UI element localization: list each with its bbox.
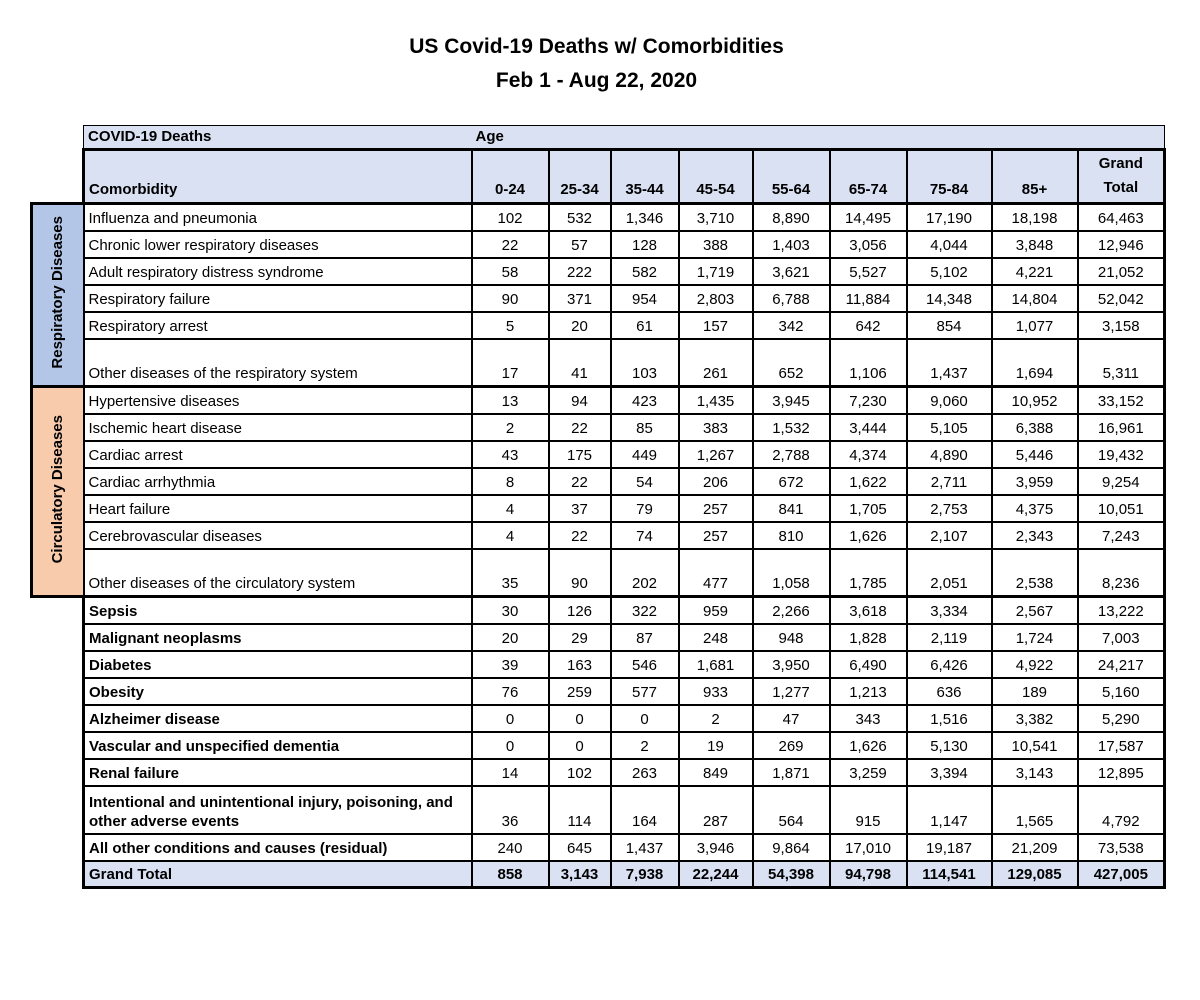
value-cell: 449 <box>611 441 679 468</box>
value-cell: 1,565 <box>992 786 1078 834</box>
value-cell: 645 <box>549 834 611 861</box>
group-label-text: Circulatory Diseases <box>49 414 67 564</box>
value-cell: 343 <box>830 705 907 732</box>
value-cell: 1,828 <box>830 624 907 651</box>
empty-cell <box>32 597 84 624</box>
value-cell: 54 <box>611 468 679 495</box>
table-row <box>32 258 1165 285</box>
value-cell: 17,190 <box>907 204 992 231</box>
value-cell: 64,463 <box>1078 204 1165 231</box>
value-cell: 3,444 <box>830 414 907 441</box>
comorbidity-table <box>30 125 1166 889</box>
value-cell: 2,266 <box>753 597 830 624</box>
value-cell: 90 <box>472 285 549 312</box>
value-cell: 3,848 <box>992 231 1078 258</box>
value-cell: 1,277 <box>753 678 830 705</box>
value-cell: 248 <box>679 624 753 651</box>
table-row <box>32 678 1165 705</box>
value-cell: 4,890 <box>907 441 992 468</box>
table-body <box>32 204 1165 888</box>
value-cell: 2,119 <box>907 624 992 651</box>
value-cell: 427,005 <box>1078 861 1165 888</box>
value-cell: 54,398 <box>753 861 830 888</box>
value-cell: 269 <box>753 732 830 759</box>
value-cell: 8,236 <box>1078 549 1165 597</box>
value-cell: 57 <box>549 231 611 258</box>
value-cell: 1,403 <box>753 231 830 258</box>
value-cell: 18,198 <box>992 204 1078 231</box>
value-cell: 21,209 <box>992 834 1078 861</box>
value-cell: 1,626 <box>830 732 907 759</box>
value-cell: 2,567 <box>992 597 1078 624</box>
value-cell: 642 <box>830 312 907 339</box>
table-row <box>32 522 1165 549</box>
value-cell: 6,788 <box>753 285 830 312</box>
value-cell: 3,394 <box>907 759 992 786</box>
covid-deaths-header: COVID-19 Deaths <box>84 126 472 150</box>
value-cell: 2 <box>472 414 549 441</box>
value-cell: 3,621 <box>753 258 830 285</box>
value-cell: 157 <box>679 312 753 339</box>
value-cell: 35 <box>472 549 549 597</box>
value-cell: 6,426 <box>907 651 992 678</box>
value-cell: 3,158 <box>1078 312 1165 339</box>
value-cell: 2,788 <box>753 441 830 468</box>
value-cell: 5,102 <box>907 258 992 285</box>
grand-total-label-cell: Grand Total <box>84 861 472 888</box>
value-cell: 114 <box>549 786 611 834</box>
age-column-header-35-44: 35-44 <box>611 150 679 204</box>
group-label-respiratory-diseases <box>32 204 84 387</box>
value-cell: 12,895 <box>1078 759 1165 786</box>
empty-cell <box>32 678 84 705</box>
value-cell: 5,105 <box>907 414 992 441</box>
table-row <box>32 651 1165 678</box>
value-cell: 672 <box>753 468 830 495</box>
value-cell: 2,753 <box>907 495 992 522</box>
value-cell: 3,618 <box>830 597 907 624</box>
value-cell: 9,254 <box>1078 468 1165 495</box>
value-cell: 24,217 <box>1078 651 1165 678</box>
value-cell: 206 <box>679 468 753 495</box>
value-cell: 73,538 <box>1078 834 1165 861</box>
value-cell: 7,230 <box>830 387 907 414</box>
grand-total-column-header: Grand Total <box>1078 150 1165 204</box>
value-cell: 263 <box>611 759 679 786</box>
value-cell: 0 <box>472 705 549 732</box>
value-cell: 1,719 <box>679 258 753 285</box>
value-cell: 5 <box>472 312 549 339</box>
comorbidity-cell: Influenza and pneumonia <box>84 204 472 231</box>
value-cell: 1,516 <box>907 705 992 732</box>
value-cell: 636 <box>907 678 992 705</box>
value-cell: 3,959 <box>992 468 1078 495</box>
value-cell: 5,446 <box>992 441 1078 468</box>
value-cell: 959 <box>679 597 753 624</box>
value-cell: 0 <box>549 732 611 759</box>
value-cell: 175 <box>549 441 611 468</box>
value-cell: 0 <box>472 732 549 759</box>
comorbidity-cell: Heart failure <box>84 495 472 522</box>
empty-cell <box>32 624 84 651</box>
value-cell: 1,871 <box>753 759 830 786</box>
table-row <box>32 786 1165 834</box>
value-cell: 4,221 <box>992 258 1078 285</box>
value-cell: 3,710 <box>679 204 753 231</box>
value-cell: 9,060 <box>907 387 992 414</box>
value-cell: 20 <box>472 624 549 651</box>
age-column-header-75-84: 75-84 <box>907 150 992 204</box>
value-cell: 2,711 <box>907 468 992 495</box>
value-cell: 22 <box>549 522 611 549</box>
empty-cell <box>32 861 84 888</box>
value-cell: 1,694 <box>992 339 1078 387</box>
comorbidity-cell: Intentional and unintentional injury, poisoning, and other adverse events <box>84 786 472 834</box>
value-cell: 6,490 <box>830 651 907 678</box>
value-cell: 1,626 <box>830 522 907 549</box>
value-cell: 3,950 <box>753 651 830 678</box>
value-cell: 114,541 <box>907 861 992 888</box>
comorbidity-cell: Cardiac arrest <box>84 441 472 468</box>
comorbidity-cell: Ischemic heart disease <box>84 414 472 441</box>
table-row <box>32 312 1165 339</box>
value-cell: 5,160 <box>1078 678 1165 705</box>
value-cell: 8 <box>472 468 549 495</box>
value-cell: 85 <box>611 414 679 441</box>
value-cell: 5,290 <box>1078 705 1165 732</box>
table-header-row-2 <box>32 150 1165 204</box>
table-row <box>32 441 1165 468</box>
value-cell: 202 <box>611 549 679 597</box>
value-cell: 1,106 <box>830 339 907 387</box>
value-cell: 322 <box>611 597 679 624</box>
comorbidity-cell: Alzheimer disease <box>84 705 472 732</box>
value-cell: 5,130 <box>907 732 992 759</box>
value-cell: 564 <box>753 786 830 834</box>
value-cell: 3,945 <box>753 387 830 414</box>
value-cell: 102 <box>472 204 549 231</box>
value-cell: 2,538 <box>992 549 1078 597</box>
value-cell: 0 <box>611 705 679 732</box>
comorbidity-cell: Cerebrovascular diseases <box>84 522 472 549</box>
empty-cell <box>32 651 84 678</box>
value-cell: 287 <box>679 786 753 834</box>
value-cell: 22 <box>549 468 611 495</box>
value-cell: 4 <box>472 522 549 549</box>
value-cell: 4,792 <box>1078 786 1165 834</box>
value-cell: 94,798 <box>830 861 907 888</box>
value-cell: 103 <box>611 339 679 387</box>
value-cell: 2 <box>611 732 679 759</box>
value-cell: 3,056 <box>830 231 907 258</box>
table-row <box>32 387 1165 414</box>
value-cell: 1,435 <box>679 387 753 414</box>
comorbidity-cell: Other diseases of the circulatory system <box>84 549 472 597</box>
table-row <box>32 597 1165 624</box>
value-cell: 189 <box>992 678 1078 705</box>
comorbidity-cell: Obesity <box>84 678 472 705</box>
age-column-header-0-24: 0-24 <box>472 150 549 204</box>
value-cell: 30 <box>472 597 549 624</box>
table-row <box>32 414 1165 441</box>
value-cell: 810 <box>753 522 830 549</box>
comorbidity-column-header: Comorbidity <box>84 150 472 204</box>
value-cell: 948 <box>753 624 830 651</box>
grand-total-row <box>32 861 1165 888</box>
value-cell: 14,804 <box>992 285 1078 312</box>
value-cell: 33,152 <box>1078 387 1165 414</box>
value-cell: 423 <box>611 387 679 414</box>
value-cell: 87 <box>611 624 679 651</box>
value-cell: 2,051 <box>907 549 992 597</box>
table-row <box>32 468 1165 495</box>
value-cell: 1,147 <box>907 786 992 834</box>
value-cell: 14,495 <box>830 204 907 231</box>
table-row <box>32 705 1165 732</box>
value-cell: 4,374 <box>830 441 907 468</box>
comorbidity-cell: Malignant neoplasms <box>84 624 472 651</box>
age-column-header-25-34: 25-34 <box>549 150 611 204</box>
value-cell: 3,143 <box>549 861 611 888</box>
value-cell: 76 <box>472 678 549 705</box>
value-cell: 0 <box>549 705 611 732</box>
value-cell: 4,375 <box>992 495 1078 522</box>
comorbidity-cell: Respiratory arrest <box>84 312 472 339</box>
table-row <box>32 231 1165 258</box>
value-cell: 11,884 <box>830 285 907 312</box>
value-cell: 342 <box>753 312 830 339</box>
value-cell: 240 <box>472 834 549 861</box>
value-cell: 47 <box>753 705 830 732</box>
age-column-header-55-64: 55-64 <box>753 150 830 204</box>
table-row <box>32 204 1165 231</box>
value-cell: 1,213 <box>830 678 907 705</box>
empty-cell <box>32 759 84 786</box>
value-cell: 13,222 <box>1078 597 1165 624</box>
value-cell: 577 <box>611 678 679 705</box>
comorbidity-cell: Renal failure <box>84 759 472 786</box>
value-cell: 841 <box>753 495 830 522</box>
table-row <box>32 285 1165 312</box>
value-cell: 1,346 <box>611 204 679 231</box>
value-cell: 2 <box>679 705 753 732</box>
value-cell: 371 <box>549 285 611 312</box>
value-cell: 849 <box>679 759 753 786</box>
value-cell: 858 <box>472 861 549 888</box>
comorbidity-cell: Cardiac arrhythmia <box>84 468 472 495</box>
age-group-header: Age <box>472 126 1165 150</box>
comorbidity-cell: All other conditions and causes (residual) <box>84 834 472 861</box>
table-row <box>32 759 1165 786</box>
empty-cell <box>32 150 84 204</box>
comorbidity-cell: Other diseases of the respiratory system <box>84 339 472 387</box>
value-cell: 388 <box>679 231 753 258</box>
value-cell: 41 <box>549 339 611 387</box>
age-column-header-85plus: 85+ <box>992 150 1078 204</box>
comorbidity-cell: Diabetes <box>84 651 472 678</box>
value-cell: 17,010 <box>830 834 907 861</box>
empty-cell <box>32 732 84 759</box>
value-cell: 532 <box>549 204 611 231</box>
value-cell: 94 <box>549 387 611 414</box>
value-cell: 13 <box>472 387 549 414</box>
value-cell: 1,622 <box>830 468 907 495</box>
value-cell: 259 <box>549 678 611 705</box>
comorbidity-cell: Adult respiratory distress syndrome <box>84 258 472 285</box>
age-column-header-45-54: 45-54 <box>679 150 753 204</box>
group-label-text: Respiratory Diseases <box>49 216 67 369</box>
value-cell: 222 <box>549 258 611 285</box>
value-cell: 3,334 <box>907 597 992 624</box>
value-cell: 52,042 <box>1078 285 1165 312</box>
value-cell: 1,267 <box>679 441 753 468</box>
value-cell: 854 <box>907 312 992 339</box>
value-cell: 8,890 <box>753 204 830 231</box>
value-cell: 2,107 <box>907 522 992 549</box>
value-cell: 74 <box>611 522 679 549</box>
value-cell: 7,003 <box>1078 624 1165 651</box>
value-cell: 29 <box>549 624 611 651</box>
empty-cell <box>32 126 84 150</box>
value-cell: 10,952 <box>992 387 1078 414</box>
comorbidity-cell: Chronic lower respiratory diseases <box>84 231 472 258</box>
comorbidity-cell: Respiratory failure <box>84 285 472 312</box>
value-cell: 4,044 <box>907 231 992 258</box>
table-header-row-1 <box>32 126 1165 150</box>
value-cell: 1,681 <box>679 651 753 678</box>
value-cell: 14 <box>472 759 549 786</box>
value-cell: 19,187 <box>907 834 992 861</box>
value-cell: 22 <box>472 231 549 258</box>
value-cell: 257 <box>679 522 753 549</box>
table-row <box>32 834 1165 861</box>
value-cell: 58 <box>472 258 549 285</box>
table-header <box>32 126 1165 204</box>
value-cell: 19 <box>679 732 753 759</box>
value-cell: 2,803 <box>679 285 753 312</box>
value-cell: 1,705 <box>830 495 907 522</box>
value-cell: 1,077 <box>992 312 1078 339</box>
value-cell: 126 <box>549 597 611 624</box>
value-cell: 3,143 <box>992 759 1078 786</box>
value-cell: 37 <box>549 495 611 522</box>
value-cell: 20 <box>549 312 611 339</box>
value-cell: 383 <box>679 414 753 441</box>
group-label-circulatory-diseases <box>32 387 84 597</box>
value-cell: 164 <box>611 786 679 834</box>
value-cell: 16,961 <box>1078 414 1165 441</box>
value-cell: 261 <box>679 339 753 387</box>
value-cell: 79 <box>611 495 679 522</box>
value-cell: 7,243 <box>1078 522 1165 549</box>
table-row <box>32 339 1165 387</box>
value-cell: 5,527 <box>830 258 907 285</box>
value-cell: 3,259 <box>830 759 907 786</box>
empty-cell <box>32 834 84 861</box>
value-cell: 933 <box>679 678 753 705</box>
value-cell: 90 <box>549 549 611 597</box>
value-cell: 39 <box>472 651 549 678</box>
value-cell: 9,864 <box>753 834 830 861</box>
value-cell: 12,946 <box>1078 231 1165 258</box>
comorbidity-cell: Sepsis <box>84 597 472 624</box>
value-cell: 915 <box>830 786 907 834</box>
page-title: US Covid-19 Deaths w/ Comorbidities <box>409 35 784 58</box>
value-cell: 129,085 <box>992 861 1078 888</box>
value-cell: 5,311 <box>1078 339 1165 387</box>
value-cell: 36 <box>472 786 549 834</box>
value-cell: 6,388 <box>992 414 1078 441</box>
value-cell: 22 <box>549 414 611 441</box>
value-cell: 1,437 <box>907 339 992 387</box>
value-cell: 43 <box>472 441 549 468</box>
value-cell: 3,946 <box>679 834 753 861</box>
value-cell: 17,587 <box>1078 732 1165 759</box>
value-cell: 4 <box>472 495 549 522</box>
table-row <box>32 624 1165 651</box>
value-cell: 17 <box>472 339 549 387</box>
value-cell: 163 <box>549 651 611 678</box>
value-cell: 257 <box>679 495 753 522</box>
empty-cell <box>32 705 84 732</box>
value-cell: 10,051 <box>1078 495 1165 522</box>
value-cell: 954 <box>611 285 679 312</box>
table-row <box>32 732 1165 759</box>
table-row <box>32 549 1165 597</box>
value-cell: 1,437 <box>611 834 679 861</box>
value-cell: 2,343 <box>992 522 1078 549</box>
value-cell: 3,382 <box>992 705 1078 732</box>
value-cell: 1,058 <box>753 549 830 597</box>
value-cell: 61 <box>611 312 679 339</box>
value-cell: 652 <box>753 339 830 387</box>
value-cell: 14,348 <box>907 285 992 312</box>
title-block <box>0 30 1193 98</box>
value-cell: 546 <box>611 651 679 678</box>
value-cell: 19,432 <box>1078 441 1165 468</box>
value-cell: 7,938 <box>611 861 679 888</box>
value-cell: 582 <box>611 258 679 285</box>
table-row <box>32 495 1165 522</box>
value-cell: 1,532 <box>753 414 830 441</box>
value-cell: 1,724 <box>992 624 1078 651</box>
page-subtitle: Feb 1 - Aug 22, 2020 <box>495 69 698 92</box>
value-cell: 10,541 <box>992 732 1078 759</box>
value-cell: 22,244 <box>679 861 753 888</box>
comorbidity-cell: Vascular and unspecified dementia <box>84 732 472 759</box>
age-column-header-65-74: 65-74 <box>830 150 907 204</box>
value-cell: 21,052 <box>1078 258 1165 285</box>
value-cell: 1,785 <box>830 549 907 597</box>
value-cell: 477 <box>679 549 753 597</box>
empty-cell <box>32 786 84 834</box>
comorbidity-cell: Hypertensive diseases <box>84 387 472 414</box>
value-cell: 128 <box>611 231 679 258</box>
value-cell: 4,922 <box>992 651 1078 678</box>
value-cell: 102 <box>549 759 611 786</box>
